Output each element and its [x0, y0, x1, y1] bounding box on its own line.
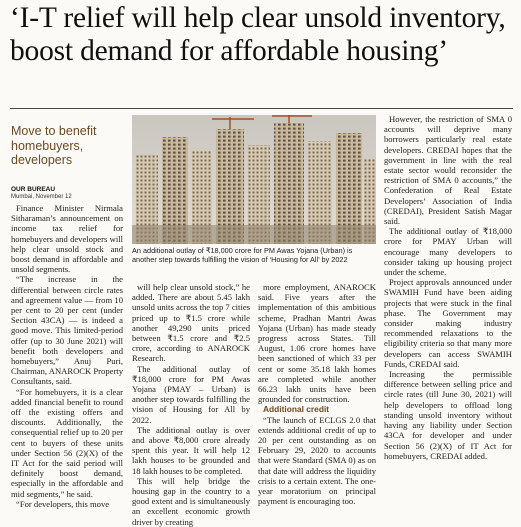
paragraph: However, the restriction of SMA 0 accounts will deprive many borrowers particularly real estate developers. CREDAI hopes that the government in line with the real estate sector would reconsider the restriction of SMA 0 accounts,” the Confederation of Real Estate Developers’ Association of India (CREDAI), President Satish Magar said. [384, 114, 512, 227]
column-1 [11, 203, 123, 509]
headline-line-2: boost demand for affordable housing’ [10, 35, 448, 67]
housing-photo [132, 115, 376, 244]
paragraph: The additional outlay is over and above ₹8,000 crore already spent this year. It will help 12 lakh houses to be grounded and 18 lakh houses to be completed. [132, 424, 250, 476]
paragraph: This will help bridge the housing gap in the country to a good extent and is simultaneously an excellent economic growth driver by creating [132, 475, 250, 527]
headline-rule [10, 108, 513, 109]
paragraph: Project approvals announced under SWAMIH Fund have been aiding projects that were stuck in the final phase. The Government may consider making industry recommended relaxations to the eligibility criteria so that many more developers can access SWAMIH Funds, CREDAI said. [384, 277, 512, 369]
paragraph: “The launch of ECLGS 2.0 that extends additional credit of up to 20 per cent outstanding as on February 29, 2020 to accounts that were Standard (SMA 0) as on that date will address the liquidity crisis to a certain extent. The one-year moratorium on principal payment is encouraging too. [258, 414, 376, 507]
subhead-additional-credit: Additional credit [263, 404, 330, 415]
kicker: Move to benefit homebuyers, developers [11, 124, 97, 167]
paragraph: “For homebuyers, it is a clear added financial benefit to round off the existing offers and discounts. Additionally, the consequential relief up to 20 per cent to buyers of these units under Section 56 (2)(X) of the IT Act for the said period will definitely boost demand, especially in the affordable and mid segments,” he said. [11, 386, 123, 499]
headline [10, 2, 515, 68]
column-3 [258, 282, 376, 506]
photo-caption: An additional outlay of ₹18,000 crore for PM Awas Yojana (Urban) is another step towards fulfilling the vision of ‘Housing for All’ by 2022 [132, 246, 353, 264]
column-3-part-b [258, 415, 376, 507]
paragraph: “The increase in the differential between circle rates and agreement value — from 10 per cent to 20 per cent (under Section 43CA) — is indeed a good move. This limited-period offer (up to 30 June 2021) will benefit both developers and homebuyers,” Anuj Puri, Chairman, ANAROCK Property Consultants, said. [11, 274, 123, 387]
paragraph: The additional outlay of ₹18,000 crore for PMAY Urban will encourage many developers to consider taking up housing project under the scheme. [384, 226, 512, 278]
column-2 [132, 282, 250, 527]
paragraph: Increasing the permissible difference between selling price and circle rates (till June 30, 2021) will help developers to offload long standing unsold inventory without having any liability under Section 43CA for developer and under Section 56 (2)(X) of IT Act for homebuyers, CREDAI added. [384, 369, 512, 461]
paragraph: Finance Minister Nirmala Sitharaman’s announcement on income tax relief for homebuyers and developers will help clear unsold stock and boost demand in affordable and unsold segments. [11, 203, 123, 275]
dateline: Mumbai, November 12 [11, 194, 72, 200]
paragraph: The additional outlay of ₹18,000 crore for PM Awas Yojana (PMAY – Urban) is another step towards fulfilling the vision of Housing for All by 2022. [132, 363, 250, 425]
construction-image [132, 115, 376, 244]
column-3-part-a [258, 282, 376, 404]
paragraph: “For developers, this move [16, 498, 110, 509]
byline: OUR BUREAU [11, 186, 56, 193]
paragraph: more employment, ANAROCK said. Five years after the implementation of this ambitious scheme, Pradhan Mantri Awas Yojana (Urban) has made steady progress across States. Till August, 1.06 crore homes have been sanctioned of which 33 per cent or some 35.18 lakh homes are completed while another 66.23 lakh units have been grounded for construction. [258, 282, 376, 405]
column-4 [384, 114, 512, 461]
paragraph: will help clear unsold stock,” he added. There are about 5.45 lakh unsold units across the top 7 cities priced up to ₹1.5 crore while another 49,290 units priced between ₹1.5 crore and ₹2.5 crore, according to ANAROCK Research. [132, 282, 250, 364]
headline-line-1: ‘I-T relief will help clear unsold inventory, [10, 2, 506, 34]
